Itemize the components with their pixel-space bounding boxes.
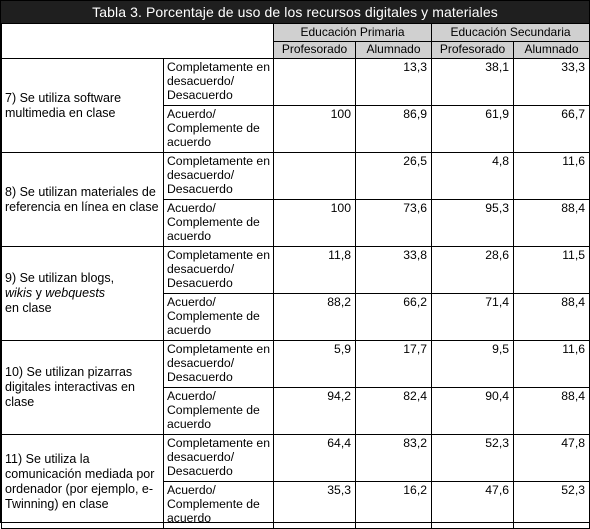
value-cell: 90,4 [432, 388, 514, 435]
value-cell: 73,6 [356, 200, 432, 247]
question-text: 9) Se utilizan blogs, [5, 271, 115, 285]
question-cell: 7) Se utiliza software multimedia en clase [2, 59, 164, 153]
value-cell: 13,3 [356, 59, 432, 106]
value-cell: 100 [274, 106, 356, 153]
question-text: y [32, 286, 46, 300]
value-cell: 17,7 [356, 341, 432, 388]
value-cell [274, 59, 356, 106]
value-cell: 11,6 [514, 153, 590, 200]
value-cell: 66,2 [356, 294, 432, 341]
value-cell: 52,3 [432, 435, 514, 482]
question-cell: 11) Se utiliza la comunicación mediada por ordenador (por ejemplo, e-Twinning) en clase [2, 435, 164, 529]
question-cell: 10) Se utilizan pizarras digitales interactivas en clase [2, 341, 164, 435]
question-text-webquests: webquests [45, 286, 106, 300]
header-primaria-alumnado: Alumnado [356, 42, 432, 59]
value-cell: 100 [274, 200, 356, 247]
value-cell: 66,7 [514, 106, 590, 153]
value-cell: 88,4 [514, 200, 590, 247]
question-cell: 8) Se utilizan materiales de referencia en línea en clase [2, 153, 164, 247]
value-cell: 33,3 [514, 59, 590, 106]
response-label: Acuerdo/ Complemente de acuerdo [164, 388, 274, 435]
value-cell: 61,9 [432, 106, 514, 153]
header-secundaria: Educación Secundaria [432, 24, 590, 42]
response-label: Completamente en desacuerdo/ Desacuerdo [164, 153, 274, 200]
value-cell: 88,4 [514, 388, 590, 435]
header-blank-cell [2, 24, 274, 59]
value-cell: 47,8 [514, 435, 590, 482]
table-row [2, 59, 590, 106]
value-cell: 94,2 [274, 388, 356, 435]
question-text: en clase [5, 301, 52, 315]
question-text-wikis: wikis [5, 286, 33, 300]
response-label: Acuerdo/ Complemente de acuerdo [164, 106, 274, 153]
question-cell [2, 247, 164, 341]
value-cell: 28,6 [432, 247, 514, 294]
response-label: Completamente en desacuerdo/ Desacuerdo [164, 59, 274, 106]
value-cell: 26,5 [356, 153, 432, 200]
header-primaria-profesorado: Profesorado [274, 42, 356, 59]
table-row [2, 341, 590, 388]
value-cell: 64,4 [274, 435, 356, 482]
data-table [1, 23, 590, 529]
header-primaria: Educación Primaria [274, 24, 432, 42]
response-label: Completamente en desacuerdo/ Desacuerdo [164, 341, 274, 388]
value-cell: 35,3 [274, 482, 356, 529]
value-cell: 38,1 [432, 59, 514, 106]
value-cell: 11,6 [514, 341, 590, 388]
response-label: Completamente en desacuerdo/ Desacuerdo [164, 247, 274, 294]
response-label: Completamente en desacuerdo/ Desacuerdo [164, 435, 274, 482]
table-row [2, 153, 590, 200]
value-cell [274, 153, 356, 200]
value-cell: 71,4 [432, 294, 514, 341]
header-secundaria-profesorado: Profesorado [432, 42, 514, 59]
value-cell: 95,3 [432, 200, 514, 247]
value-cell: 11,8 [274, 247, 356, 294]
value-cell: 9,5 [432, 341, 514, 388]
value-cell: 88,4 [514, 294, 590, 341]
value-cell: 83,2 [356, 435, 432, 482]
value-cell: 33,8 [356, 247, 432, 294]
table-row [2, 435, 590, 482]
response-label: Acuerdo/ Complemente de acuerdo [164, 200, 274, 247]
table-row [2, 247, 590, 294]
value-cell: 4,8 [432, 153, 514, 200]
response-label: Acuerdo/ Complemente de acuerdo [164, 482, 274, 529]
value-cell: 47,6 [432, 482, 514, 529]
table-title: Tabla 3. Porcentaje de uso de los recursos digitales y materiales [1, 1, 589, 23]
value-cell: 16,2 [356, 482, 432, 529]
value-cell: 86,9 [356, 106, 432, 153]
value-cell: 82,4 [356, 388, 432, 435]
value-cell: 52,3 [514, 482, 590, 529]
header-secundaria-alumnado: Alumnado [514, 42, 590, 59]
value-cell: 5,9 [274, 341, 356, 388]
response-label: Acuerdo/ Complemente de acuerdo [164, 294, 274, 341]
value-cell: 11,5 [514, 247, 590, 294]
value-cell: 88,2 [274, 294, 356, 341]
